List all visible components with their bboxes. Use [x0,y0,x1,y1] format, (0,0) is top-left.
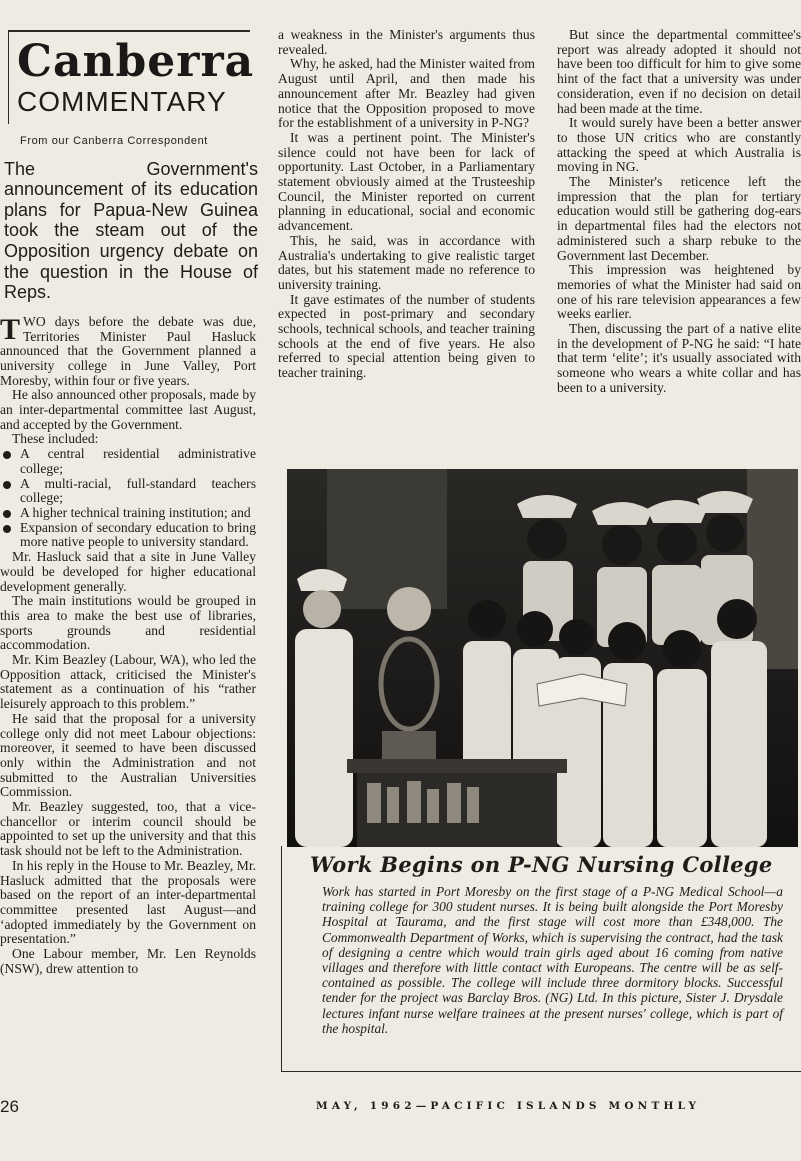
proposal-list [0,447,256,550]
article-paragraph: Mr. Kim Beazley (Labour, WA), who led the Opposition attack, criticised the Minister's statement as a continuation of his “rather leisurely approach to this problem.” [0,652,256,712]
article-paragraph: One Labour member, Mr. Len Reynolds (NSW), drew attention to [0,946,256,976]
article-paragraph: But since the departmental committee's report was already adopted it should not have been too difficult for him to give some hint of the fact that a university was under consideration, even if no decision on detail had been made at the time. [557,28,801,116]
page-footer [0,1097,801,1121]
article-paragraph: Mr. Beazley suggested, too, that a vice-chancellor or interim council should be appointed to set up the university and that this task should not be left to the Administration. [0,799,256,859]
nursing-class-photo [287,469,798,847]
article-paragraph: The main institutions would be grouped in this area to make the best use of libraries, sports grounds and residential accommodation. [0,593,256,653]
article-paragraph: This, he said, was in accordance with Australia's undertaking to give realistic target dates, but his statement made no reference to university training. [278,232,535,292]
journal-title: MAY, 1962—PACIFIC ISLANDS MONTHLY [316,1100,701,1112]
article-paragraph: a weakness in the Minister's arguments thus revealed. [278,27,535,57]
list-item: A multi-racial, full-standard teachers college; [0,477,256,506]
article-paragraph: He said that the proposal for a university college only did not meet Labour objections: moreover, it seemed to have been discussed only within the Administration and not submitted to the Australian Universities Commission. [0,710,256,800]
photo-illustration [287,469,798,847]
photo-caption [281,846,801,1072]
column-3 [557,28,801,396]
article-paragraph: It gave estimates of the number of students expected in post-primary and secondary schools, technical schools, and teacher training schools at the end of five years. He also referred to special attention being given to teacher training. [278,291,535,381]
article-paragraph: He also announced other proposals, made by an inter-departmental committee last August, and accepted by the Government. [0,387,256,432]
drop-cap: T [0,312,21,346]
masthead-subtitle: COMMENTARY [17,86,227,117]
masthead-title: Canberra [17,36,255,87]
intro-paragraph: The Government's announcement of its education plans for Papua-New Guinea took the steam out of the Opposition urgency debate on the question in the House of Reps. [4,158,258,303]
article-paragraph: In his reply in the House to Mr. Beazley, Mr. Hasluck admitted that the proposals were based on the report of an inter-departmental committee presented last August—and ‘adopted immediately by the Government on presentation.” [0,857,256,947]
article-paragraph: Why, he asked, had the Minister waited from August until April, and then made his announcement after Mr. Beazley had given notice that the Opposition proposed to move for the establishment of a university in P-NG? [278,56,535,131]
byline: From our Canberra Correspondent [20,135,208,147]
masthead [8,30,255,124]
page-number: 26 [0,1097,19,1116]
list-item: Expansion of secondary education to bring more native people to university standard. [0,521,256,550]
article-paragraph: TWO days before the debate was due, Territories Minister Paul Hasluck announced that the Government planned a university college in June Valley, Port Moresby, within four or five years. [0,312,256,388]
article-paragraph: Then, discussing the part of a native elite in the development of P-NG he said: “I hate that term ‘elite’; it's usually associated with someone who wears a white collar and has been to a university. [557,321,801,395]
article-paragraph: It would surely have been a better answer to those UN critics who are constantly attacking the speed at which Australia is moving in NG. [557,115,801,175]
article-paragraph: This impression was heightened by memories of what the Minister had said on one of his rare television appearances a few weeks earlier. [557,262,801,322]
list-item: A higher technical training institution; and [0,506,256,521]
article-paragraph: Mr. Hasluck said that a site in June Valley would be developed for higher educational development generally. [0,549,256,594]
column-1 [0,26,256,977]
article-paragraph: The Minister's reticence left the impression that the plan for tertiary education would still be gathering dog-ears in departmental files had the electors not administered such a sharp rebuke to the Government last December. [557,174,801,263]
caption-text: Work has started in Port Moresby on the first stage of a P-NG Medical School—a training college for 300 student nurses. It is being built alongside the Port Moresby Hospital at Taurama, and the first stage will cost more than £348,000. The Commonwealth Department of Works, which is supervising the contract, had the task of designing a centre which would train girls aged about 16 coming from native villages and therefore with little contact with Europeans. The centre will be as self-contained as possible. The college will include three dormitory blocks. Successful tender for the project was Barclay Bros. (NG) Ltd. In this picture, Sister J. Drysdale lectures infant nurse welfare trainees at the present nurses' college, which is part of the hospital. [322,884,783,1036]
list-item: A central residential administrative college; [0,447,256,476]
article-paragraph: These included: [12,431,99,447]
column-2 [278,28,535,381]
article-paragraph: It was a pertinent point. The Minister's silence could not have been for lack of opportunity. Last October, in a Parliamentary statement obviously aimed at the Trusteeship Council, the Minister reported on current planning in educational, social and economic advancement. [278,129,535,234]
caption-title: Work Begins on P-NG Nursing College [310,852,773,877]
